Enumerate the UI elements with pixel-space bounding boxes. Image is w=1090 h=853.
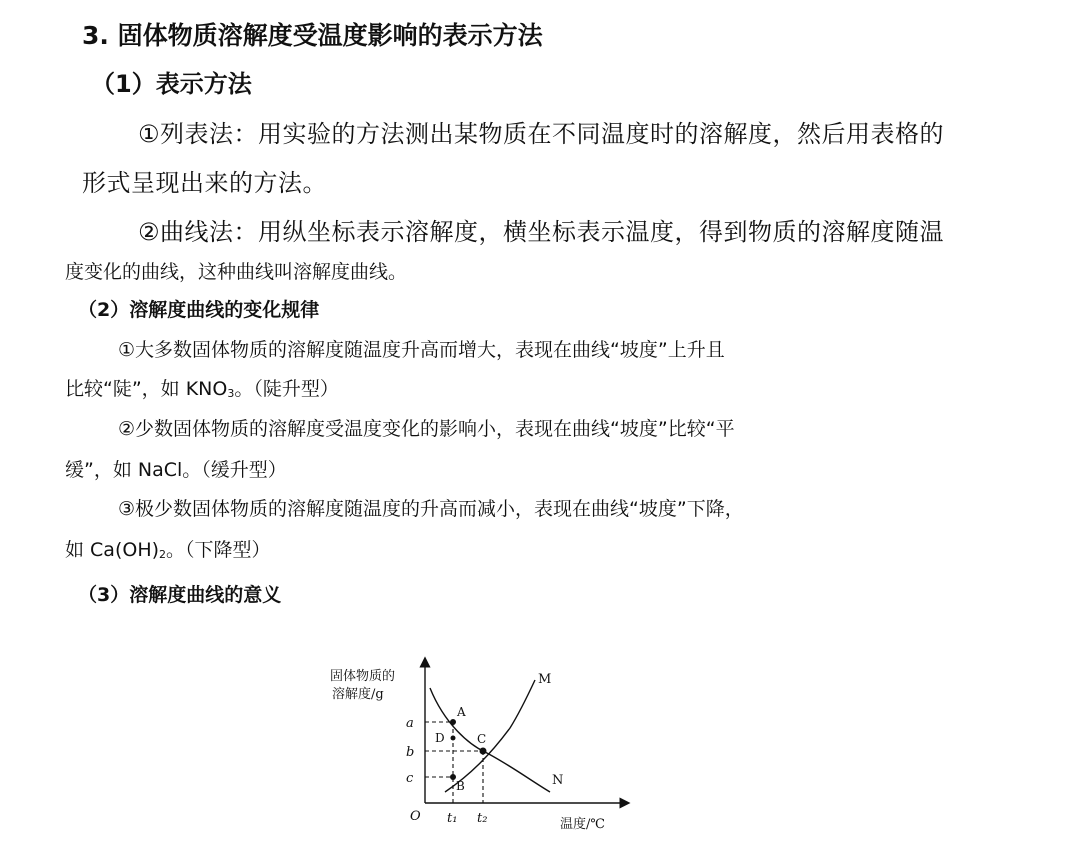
solubility-curve-diagram bbox=[320, 650, 640, 835]
y-tick-c: c bbox=[406, 771, 414, 786]
rule1-line1: ①大多数固体物质的溶解度随温度升高而增大，表现在曲线“坡度”上升且 bbox=[118, 339, 725, 361]
y-axis-label-line1: 固体物质的 bbox=[330, 669, 396, 684]
label-a: A bbox=[457, 705, 466, 719]
curve-m bbox=[445, 680, 535, 792]
curve-n bbox=[430, 688, 550, 792]
rule1-line2: 比较“陡”，如 $KNO_3$。（陡升型） bbox=[65, 378, 339, 400]
part1-heading: （1）表示方法 bbox=[91, 70, 252, 98]
method2-line1: ②曲线法：用纵坐标表示溶解度，横坐标表示温度，得到物质的溶解度随温 bbox=[138, 218, 945, 246]
y-tick-a: a bbox=[406, 716, 414, 731]
method2-line2: 度变化的曲线，这种曲线叫溶解度曲线。 bbox=[65, 261, 408, 283]
label-m: M bbox=[538, 672, 552, 687]
method1-line1: ①列表法：用实验的方法测出某物质在不同温度时的溶解度，然后用表格的 bbox=[138, 120, 945, 148]
x-tick-t1: t₁ bbox=[447, 811, 458, 826]
part2-heading: （2）溶解度曲线的变化规律 bbox=[78, 299, 320, 321]
part3-heading: （3）溶解度曲线的意义 bbox=[78, 584, 282, 606]
rule3-line2: 如 $Ca(OH)_2$。（下降型） bbox=[65, 539, 271, 561]
point-a bbox=[450, 719, 456, 725]
rule2-line2: 缓”，如 NaCl。（缓升型） bbox=[65, 459, 287, 481]
label-n: N bbox=[552, 773, 564, 788]
label-d: D bbox=[435, 731, 445, 745]
rule2-line1: ②少数固体物质的溶解度受温度变化的影响小，表现在曲线“坡度”比较“平 bbox=[118, 418, 735, 440]
method1-line2: 形式呈现出来的方法。 bbox=[82, 169, 327, 197]
label-c: C bbox=[477, 732, 487, 746]
x-tick-t2: t₂ bbox=[477, 811, 488, 826]
x-axis-label: 温度/℃ bbox=[560, 817, 605, 832]
point-c bbox=[480, 748, 487, 755]
label-b: B bbox=[456, 779, 465, 793]
section-title: 3. 固体物质溶解度受温度影响的表示方法 bbox=[82, 21, 543, 50]
origin-label: O bbox=[410, 809, 421, 824]
y-axis-label-line2: 溶解度/g bbox=[332, 687, 384, 702]
y-tick-b: b bbox=[406, 745, 415, 760]
point-d bbox=[451, 736, 456, 741]
rule3-line1: ③极少数固体物质的溶解度随温度的升高而减小，表现在曲线“坡度”下降， bbox=[118, 498, 744, 520]
